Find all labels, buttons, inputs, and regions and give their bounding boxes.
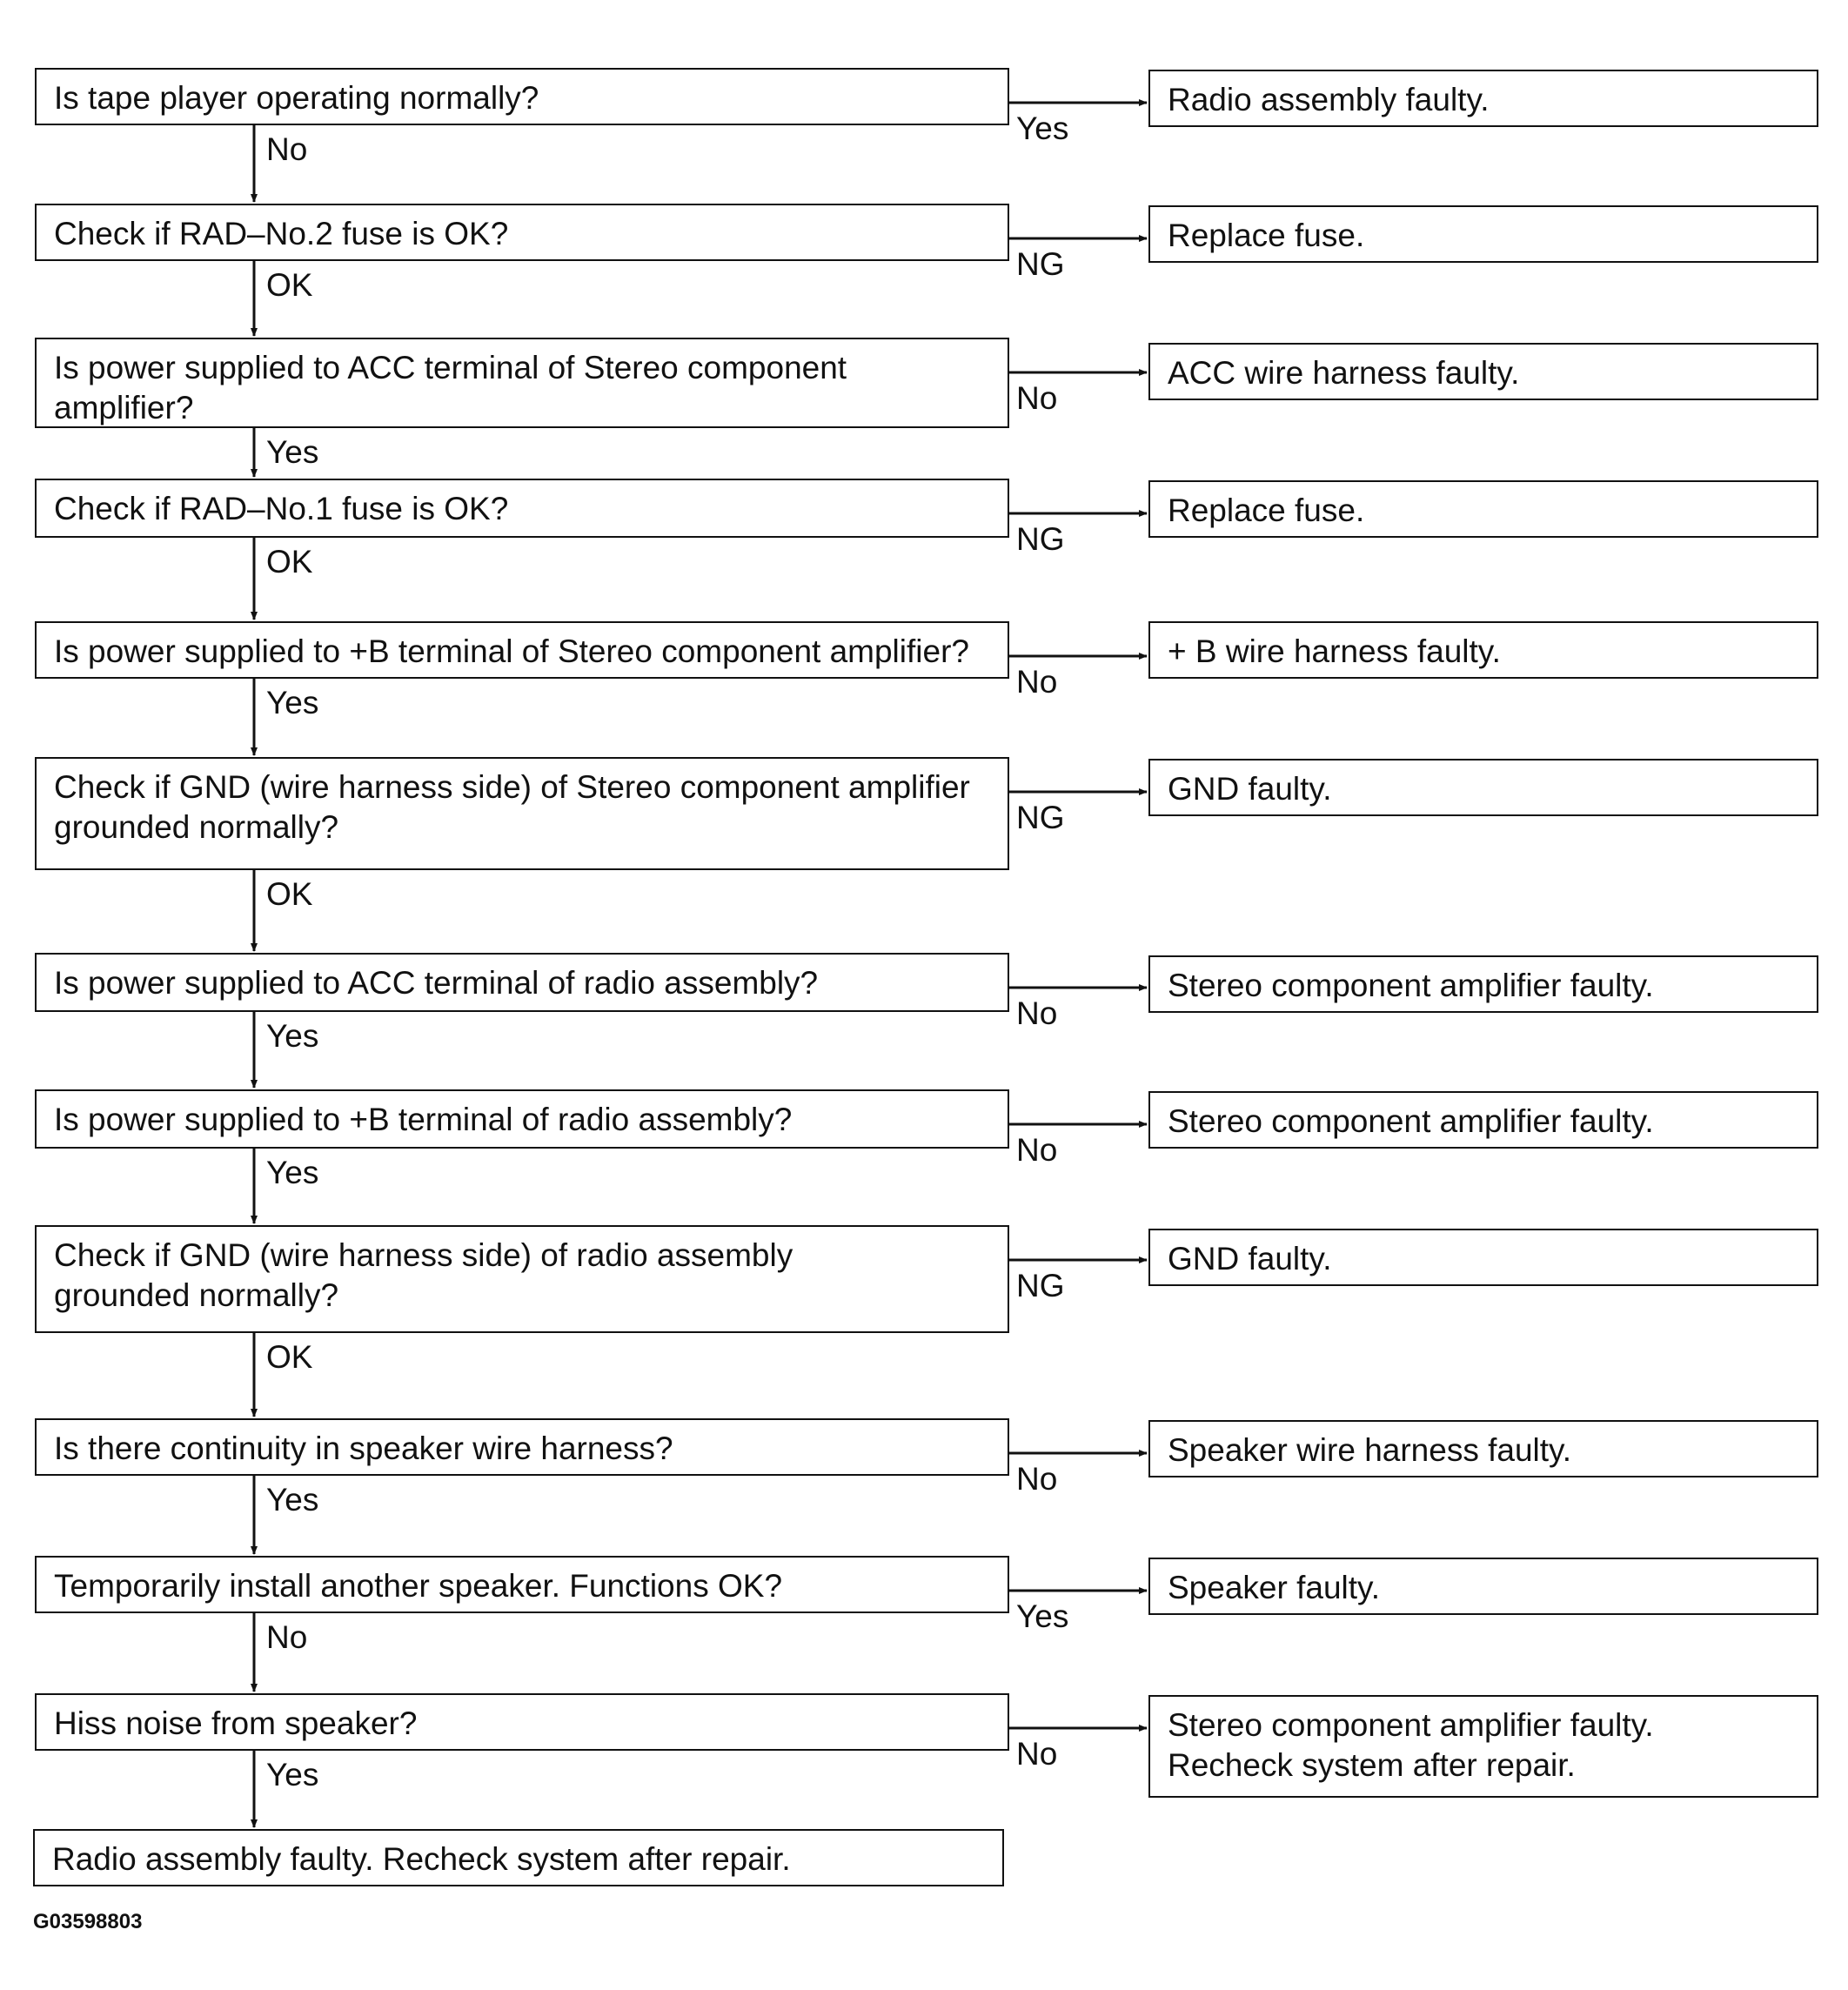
branch-label: No <box>1016 1736 1058 1772</box>
result-box: GND faulty. <box>1148 759 1818 816</box>
question-box: Is power supplied to +B terminal of radio assembly? <box>35 1089 1009 1149</box>
question-box: Is power supplied to ACC terminal of Stereo component amplifier? <box>35 338 1009 428</box>
question-box: Check if RAD–No.2 fuse is OK? <box>35 204 1009 261</box>
result-box: Radio assembly faulty. <box>1148 70 1818 127</box>
result-box: Replace fuse. <box>1148 205 1818 263</box>
question-box: Is there continuity in speaker wire harness? <box>35 1418 1009 1476</box>
branch-label: No <box>1016 380 1058 416</box>
flow-label: Yes <box>266 1757 319 1792</box>
flow-label: Yes <box>266 434 319 470</box>
branch-label: Yes <box>1016 1598 1069 1634</box>
flow-label: OK <box>266 1339 313 1375</box>
result-box: Stereo component amplifier faulty. <box>1148 1091 1818 1149</box>
flow-label: No <box>266 1619 308 1655</box>
result-box: Stereo component amplifier faulty. Recheck system after repair. <box>1148 1695 1818 1798</box>
final-result-box: Radio assembly faulty. Recheck system after repair. <box>33 1829 1004 1886</box>
question-box: Check if RAD–No.1 fuse is OK? <box>35 479 1009 538</box>
flow-label: Yes <box>266 685 319 720</box>
question-box: Temporarily install another speaker. Functions OK? <box>35 1556 1009 1613</box>
flow-label: Yes <box>266 1482 319 1518</box>
flow-label: No <box>266 131 308 167</box>
branch-label: Yes <box>1016 111 1069 146</box>
flow-label: OK <box>266 876 313 912</box>
result-box: Replace fuse. <box>1148 480 1818 538</box>
branch-label: No <box>1016 1132 1058 1168</box>
branch-label: NG <box>1016 246 1065 282</box>
branch-label: NG <box>1016 800 1065 835</box>
question-box: Hiss noise from speaker? <box>35 1693 1009 1751</box>
question-box: Is power supplied to +B terminal of Stereo component amplifier? <box>35 621 1009 679</box>
branch-label: No <box>1016 664 1058 700</box>
branch-label: No <box>1016 1461 1058 1497</box>
question-box: Check if GND (wire harness side) of Stereo component amplifier grounded normally? <box>35 757 1009 870</box>
result-box: Stereo component amplifier faulty. <box>1148 955 1818 1013</box>
question-box: Is power supplied to ACC terminal of radio assembly? <box>35 953 1009 1012</box>
flow-label: OK <box>266 267 313 303</box>
branch-label: NG <box>1016 521 1065 557</box>
result-box: ACC wire harness faulty. <box>1148 343 1818 400</box>
question-box: Check if GND (wire harness side) of radio assembly grounded normally? <box>35 1225 1009 1333</box>
figure-id: G03598803 <box>33 1910 143 1933</box>
flow-label: Yes <box>266 1155 319 1190</box>
branch-label: No <box>1016 995 1058 1031</box>
result-box: Speaker wire harness faulty. <box>1148 1420 1818 1477</box>
flow-label: Yes <box>266 1018 319 1054</box>
question-box: Is tape player operating normally? <box>35 68 1009 125</box>
result-box: GND faulty. <box>1148 1229 1818 1286</box>
result-box: Speaker faulty. <box>1148 1558 1818 1615</box>
branch-label: NG <box>1016 1268 1065 1303</box>
flow-label: OK <box>266 544 313 580</box>
result-box: + B wire harness faulty. <box>1148 621 1818 679</box>
